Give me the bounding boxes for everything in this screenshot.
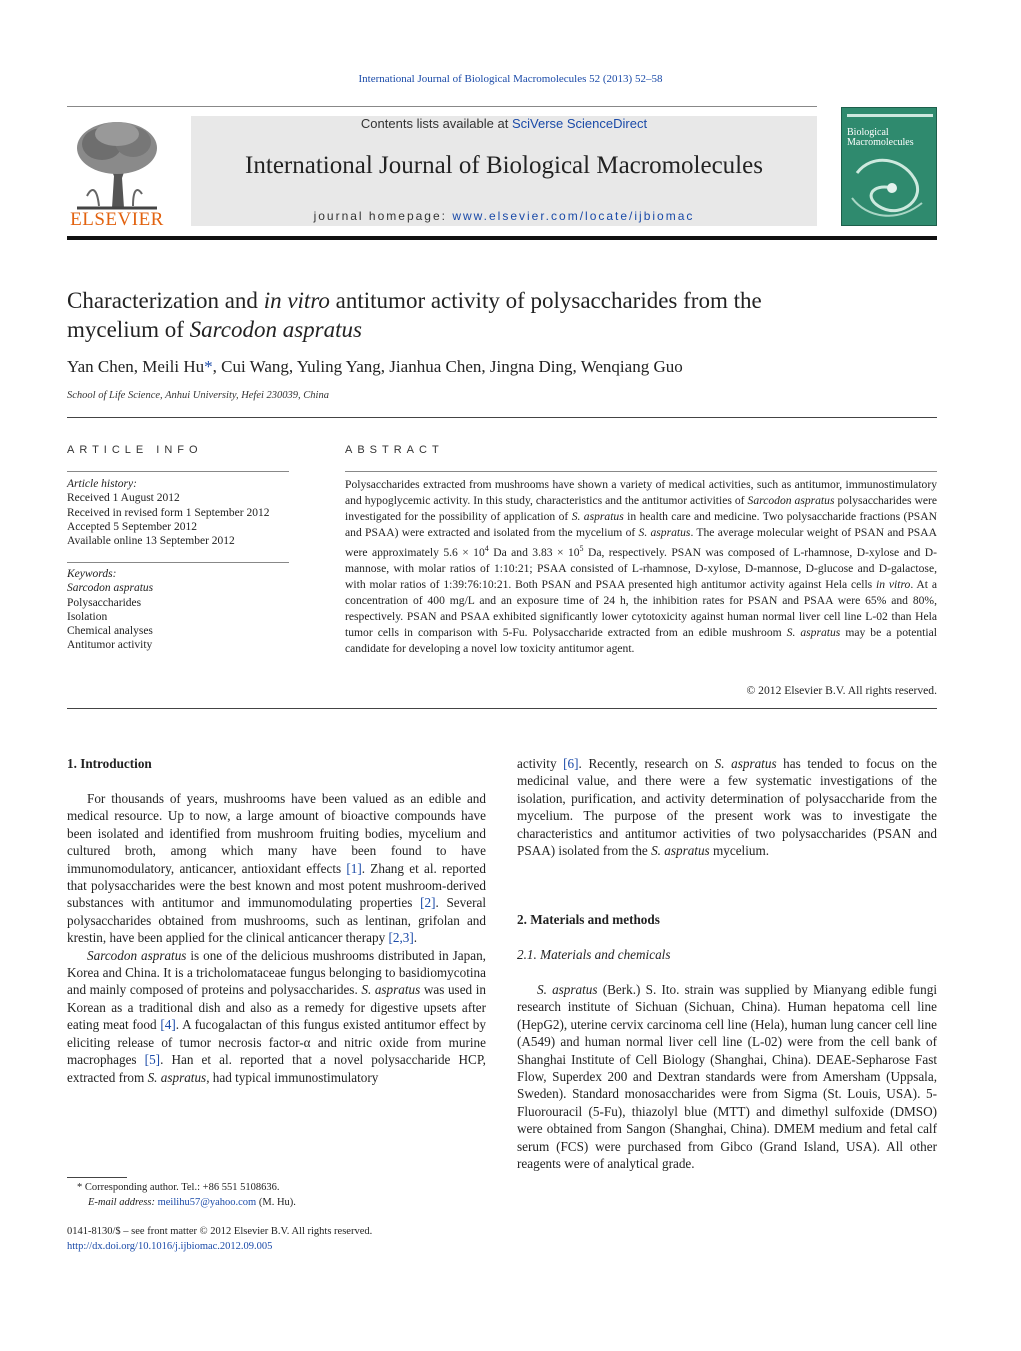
article-info-rule: [67, 471, 289, 472]
affiliation: School of Life Science, Anhui University, Hefei 230039, China: [67, 390, 329, 401]
keywords-rule: [67, 562, 289, 563]
cover-title-line-2: Macromolecules: [847, 137, 914, 148]
journal-citation[interactable]: International Journal of Biological Macromolecules 52 (2013) 52–58: [358, 73, 663, 85]
keywords-label: Keywords:: [67, 568, 117, 580]
cover-title-line-1: Biological: [847, 127, 889, 138]
ref-link[interactable]: [4]: [160, 1017, 176, 1033]
ref-link[interactable]: [1]: [346, 860, 362, 876]
methods-heading: 2. Materials and methods: [517, 912, 660, 927]
email-link[interactable]: meilihu57@yahoo.com: [157, 1197, 257, 1208]
sciencedirect-link[interactable]: SciVerse ScienceDirect: [511, 116, 648, 131]
keyword-item: Polysaccharides: [67, 596, 142, 609]
footnote-rule: [67, 1177, 127, 1178]
title-part-2: antitumor activity of polysaccharides from the: [329, 288, 762, 313]
ref-link[interactable]: [2]: [420, 895, 436, 911]
intro-paragraph-1: For thousands of years, mushrooms have been valued as an edible and medical resource. Up to now, a large amount of bioactive compounds have been isolated and identified from mushroom fruiting bodies, mycelium and cultured broth, among which many have been found to have immunomodulatory, anticancer, antioxidant effects [1]. Zhang et al. reported that polysaccharides were the best known and most potent mushroom-derived substances with antitumor and immunomodulating properties [2]. Several polysaccharides obtained from mushrooms, such as lentinan, grifolan and krestin, have been applied for the clinical anticancer therapy [2,3].: [67, 791, 486, 946]
author-list: [67, 357, 937, 377]
issn-line: 0141-8130/$ – see front matter © 2012 Elsevier B.V. All rights reserved.: [67, 1226, 373, 1237]
title-part-3: mycelium of: [67, 317, 190, 342]
ref-link[interactable]: [2,3]: [388, 930, 414, 946]
authors-part-1: Yan Chen, Meili Hu: [67, 357, 205, 376]
cover-title: [847, 128, 935, 148]
materials-paragraph: S. aspratus (Berk.) S. Ito. strain was supplied by Mianyang edible fungi research institute of Sichuan (Sichuan, China). Human hepatoma cell line (HepG2), uterine cervix carcinoma cell line (Hela), human lung cancer cell line (A549) and human normal liver cell line (L-02) were from the cell bank of Shanghai Institute of Cell Biology (Shanghai, China). DEAE-Sepharose Fast Flow, Superdex 200 and Dextran standards were from Amersham (Uppsala, Sweden). Standard monosaccharides were from Sigma (St. Louis, USA). 5-Fluorouracil (5-Fu), thiazolyl blue (MTT) and dimethyl sulfoxide (DMSO) were obtained from Sangon (Shanghai, China). DMEM medium and fetal calf serum (FCS) were purchased from Gibco (Grand Island, USA). All other reagents were of analytical grade.: [517, 982, 937, 1172]
history-online: Available online 13 September 2012: [67, 535, 235, 548]
elsevier-logo[interactable]: [67, 116, 167, 230]
email-label: E-mail address:: [88, 1197, 155, 1208]
doi-link-text[interactable]: http://dx.doi.org/10.1016/j.ijbiomac.2012.09.005: [67, 1241, 273, 1252]
copyright-notice: © 2012 Elsevier B.V. All rights reserved.: [746, 684, 937, 697]
contents-line: [191, 116, 817, 131]
homepage-prefix: journal homepage:: [313, 209, 453, 223]
abstract-text: Polysaccharides extracted from mushrooms have shown a variety of medical activities, such as antitumor, immunostimulatory and hypoglycemic activity. In this study, characteristics and the antitumor activities of Sarcodon aspratus polysaccharides were investigated for the possibility of application of S. aspratus in health care and medicine. Two polysaccharide fractions (PSAN and PSAA) were extracted and isolated from the mycelium of S. aspratus. The average molecular weight of PSAN and PSAA were approximately $5.6 \times 10^4$ Da and $3.83 \times 10^5$ Da, respectively. PSAN was composed of L-rhamnose, D-xylose and D-mannose, with molar ratios of 1:10:21; PSAA consisted of L-rhamnose, D-xylose, D-mannose, D-glucose and D-galactose, with molar ratios of 1:39:76:10:21. Both PSAN and PSAA presented high antitumor activity against Hela cells in vitro. At a concentration of 400 mg/L and an exposure time of 24 h, the inhibition rates for PSAN and PSAA were 65% and 80%, respectively. PSAN and PSAA exhibited significantly lower cytotoxicity against human normal liver cell line L-02 than Hela tumor cells in comparison with 5-Fu. Polysaccharide extracted from an edible mushroom S. aspratus may be a potential candidate for developing a novel low toxicity antitumor agent.: [345, 478, 937, 655]
homepage-line: [191, 209, 817, 223]
intro-paragraph-2-cont: activity [6]. Recently, research on S. aspratus has tended to focus on the medicinal value, and there were a few systematic investigations of the isolation, purification, and activity determination of polysaccharide from the mycelium. The purpose of the present work was to investigate the characteristics and antitumor activities of two polysaccharides (PSAN and PSAA) isolated from the S. aspratus mycelium.: [517, 756, 937, 859]
elsevier-wordmark: ELSEVIER: [70, 209, 164, 230]
contents-prefix: Contents lists available at: [360, 116, 512, 131]
authors-part-2: , Cui Wang, Yuling Yang, Jianhua Chen, Jingna Ding, Wenqiang Guo: [212, 357, 683, 376]
history-label: Article history:: [67, 478, 137, 490]
article-info-heading: ARTICLE INFO: [67, 444, 203, 456]
title-part-1: Characterization and: [67, 288, 264, 313]
materials-column: [517, 981, 937, 1172]
history-accepted: Accepted 5 September 2012: [67, 520, 197, 533]
history-revised: Received in revised form 1 September 2012: [67, 506, 270, 519]
intro-paragraph-2: Sarcodon aspratus is one of the delicious mushrooms distributed in Japan, Korea and China. It is a tricholomataceae fungus belonging to basidiomycotina and mainly composed of proteins and polysaccharides. S. aspratus was used in Korean as a traditional dish and also as a remedy for digestive upsets after eating meat food [4]. A fucogalactan of this fungus existed antitumor effect by eliciting release of tumor necrosis factor-α and nitric oxide from murine macrophages [5]. Han et al. reported that a novel polysaccharide HCP, extracted from S. aspratus, had typical immunostimulatory: [67, 947, 486, 1085]
intro-heading: 1. Introduction: [67, 756, 152, 771]
abstract-rule: [345, 471, 937, 472]
cover-molecule-icon: [842, 148, 937, 226]
email-footnote: [88, 1197, 296, 1208]
keyword-item: Antitumor activity: [67, 639, 153, 652]
article-title: [67, 286, 937, 344]
title-italic: in vitro: [263, 288, 330, 313]
journal-cover-thumbnail[interactable]: [841, 107, 937, 226]
title-species: Sarcodon aspratus: [189, 317, 362, 342]
abstract-end-rule: [67, 708, 937, 709]
keywords: [67, 567, 289, 653]
materials-subheading: 2.1. Materials and chemicals: [517, 947, 671, 962]
corresponding-author-mark[interactable]: *: [204, 357, 213, 376]
email-suffix: (M. Hu).: [256, 1197, 296, 1208]
header-thick-rule: [67, 236, 937, 240]
ref-link[interactable]: [6]: [563, 756, 579, 771]
article-history: [67, 477, 289, 548]
homepage-link[interactable]: www.elsevier.com/locate/ijbiomac: [452, 209, 695, 223]
doi-link[interactable]: [67, 1241, 272, 1252]
abstract-heading: ABSTRACT: [345, 444, 444, 456]
header-rule: [67, 106, 817, 107]
keyword-item: Sarcodon aspratus: [67, 582, 154, 595]
title-rule: [67, 417, 937, 418]
journal-title: International Journal of Biological Macromolecules: [245, 152, 763, 179]
ref-link[interactable]: [5]: [144, 1052, 161, 1068]
keyword-item: Isolation: [67, 610, 108, 623]
corresponding-footnote: * Corresponding author. Tel.: +86 551 5108636.: [77, 1182, 280, 1193]
intro-column: [67, 790, 486, 1086]
history-received: Received 1 August 2012: [67, 492, 180, 505]
cover-stripe: [847, 114, 933, 117]
intro-continued: [517, 755, 937, 859]
keyword-item: Chemical analyses: [67, 625, 153, 638]
